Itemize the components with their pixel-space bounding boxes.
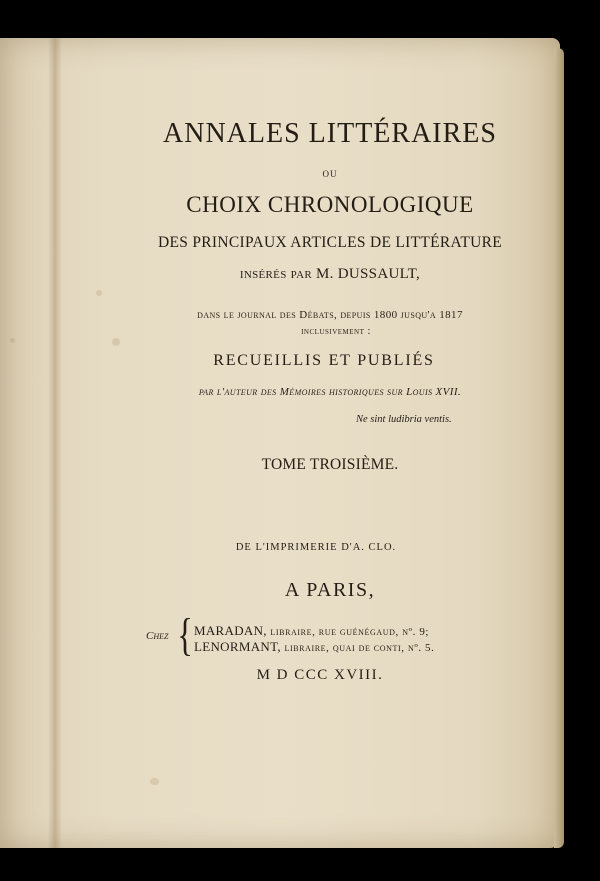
- motto: Ne sint ludibria ventis.: [356, 414, 452, 425]
- book-subtitle: CHOIX CHRONOLOGIQUE: [186, 192, 474, 217]
- publisher-name: LENORMANT,: [194, 639, 281, 654]
- publisher-detail: libraire, rue guénégaud, nº. 9;: [270, 626, 430, 638]
- inclusive-line: inclusivement :: [301, 326, 371, 337]
- stain: [150, 778, 159, 785]
- printer-line: DE L'IMPRIMERIE D'A. CLO.: [235, 542, 397, 553]
- stain: [96, 290, 102, 296]
- conjunction-ou: ou: [322, 165, 338, 180]
- author-prefix: insérés par: [239, 266, 312, 282]
- page-fold: [48, 38, 62, 848]
- author-line: [30, 266, 600, 283]
- brace-icon: {: [177, 609, 193, 660]
- publication-year: M D CCC XVIII.: [256, 667, 384, 683]
- publisher-line: [194, 639, 434, 655]
- volume-label: TOME TROISIÈME.: [261, 456, 399, 473]
- book-title: ANNALES LITTÉRAIRES: [163, 118, 497, 149]
- collected-line: RECUEILLIS ET PUBLIÉS: [213, 352, 435, 369]
- book-page: [0, 38, 560, 848]
- publisher-detail: libraire, quai de conti, nº. 5.: [284, 642, 435, 654]
- publisher-name: MARADAN,: [194, 623, 267, 638]
- subtitle-line-principaux: DES PRINCIPAUX ARTICLES DE LITTÉRATURE: [157, 234, 503, 251]
- journal-line: dans le journal des Débats, depuis 1800 jusqu'a 1817: [197, 309, 463, 321]
- stain: [10, 338, 15, 343]
- city-line: A PARIS,: [284, 579, 376, 601]
- stain: [112, 338, 120, 346]
- editor-line: par l'auteur des Mémoires historiques sur Louis XVII.: [198, 386, 462, 398]
- chez-label: Chez: [146, 630, 169, 642]
- publisher-line: [194, 623, 429, 639]
- author-name: M. DUSSAULT,: [316, 266, 421, 282]
